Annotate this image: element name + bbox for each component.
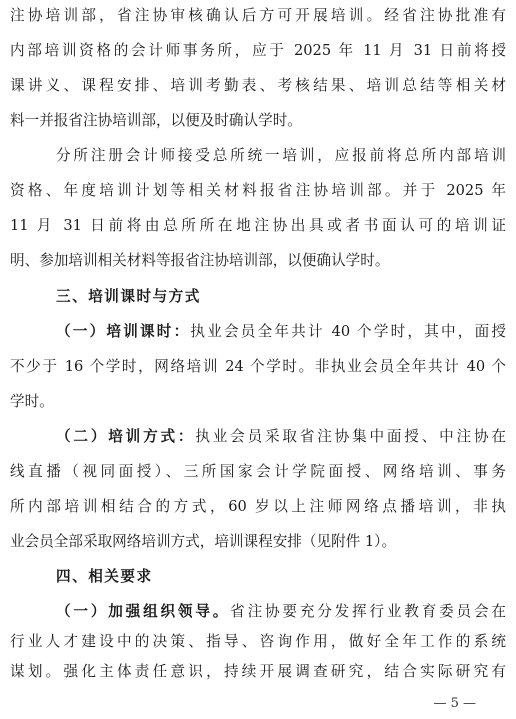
- section-heading: 四、相关要求: [56, 568, 153, 585]
- subsection-label: （二）培训方式：: [56, 428, 196, 445]
- paragraph-line: 11 月 31 日前将由总所所在地注协出具或者书面认可的培训证: [10, 217, 506, 234]
- paragraph-line: 注协培训部，省注协审核确认后方可开展培训。经省注协批准有: [10, 7, 506, 24]
- page-number: [0, 694, 516, 714]
- paragraph-line: 所内部培训相结合的方式，60 岁以上注师网络点播培训，非执: [10, 498, 506, 515]
- paragraph-text: 省注协要充分发挥行业教育委员会在: [230, 603, 506, 620]
- paragraph-line: 不少于 16 个学时，网络培训 24 个学时。非执业会员全年共计 40 个: [10, 358, 506, 375]
- paragraph-line: [56, 318, 506, 346]
- paragraph-text: 执业会员全年共计 40 个学时，其中，面授: [190, 323, 506, 340]
- paragraph-line: 课讲义、课程安排、培训考勤表、考核结果、培训总结等相关材: [10, 77, 506, 94]
- subsection-label: （一）加强组织领导。: [56, 603, 231, 620]
- paragraph-line: 业会员全部采取网络培训方式，培训课程安排（见附件 1）。: [10, 533, 397, 550]
- paragraph-line: 行业人才建设中的决策、指导、咨询作用，做好全年工作的系统: [10, 633, 506, 650]
- subsection-label: （一）培训课时：: [56, 323, 191, 340]
- paragraph-line: 资格、年度培训计划等相关材料报省注协培训部。并于 2025 年: [10, 182, 506, 199]
- paragraph-line: [56, 423, 506, 451]
- paragraph-line: 学时。: [10, 393, 54, 410]
- paragraph-line: 分所注册会计师接受总所统一培训，应报前将总所内部培训: [56, 147, 506, 164]
- paragraph-line: 谋划。强化主体责任意识，持续开展调查研究，结合实际研究有: [10, 663, 506, 680]
- paragraph-line: 线直播（视同面授）、三所国家会计学院面授、网络培训、事务: [10, 463, 506, 480]
- paragraph-line: 明、参加培训相关材料等报省注协培训部，以便确认学时。: [10, 252, 390, 269]
- paragraph-text: 执业会员采取省注协集中面授、中注协在: [195, 428, 506, 445]
- paragraph-line: 内部培训资格的会计师事务所，应于 2025 年 11 月 31 日前将授: [10, 42, 506, 59]
- paragraph-line: [56, 598, 506, 626]
- paragraph-line: 料一并报省注协培训部，以便及时确认学时。: [10, 112, 302, 129]
- section-heading: 三、培训课时与方式: [56, 288, 201, 305]
- page-number-text: — 5 —: [433, 696, 476, 711]
